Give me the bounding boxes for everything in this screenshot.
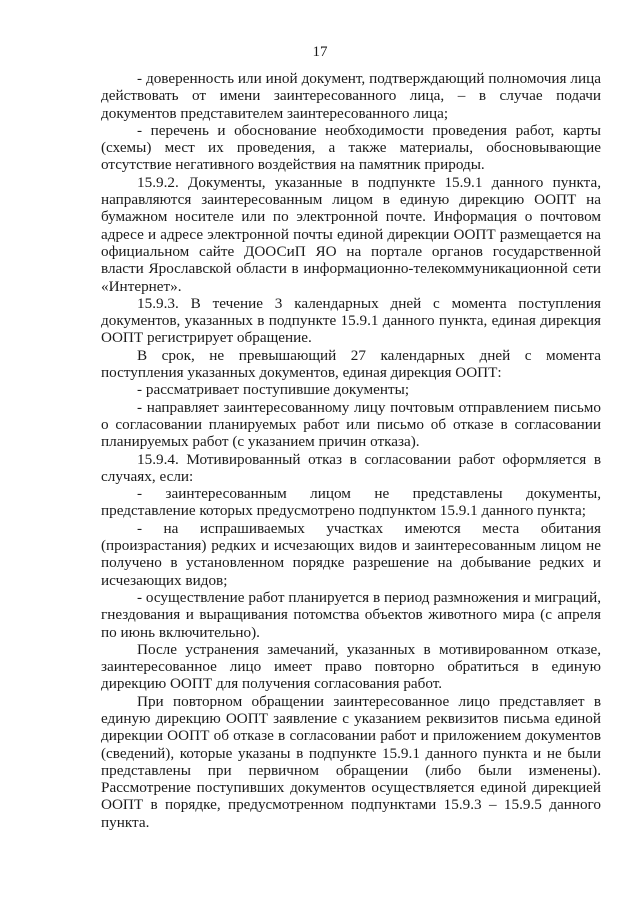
- page-number: 17: [312, 44, 328, 60]
- paragraph-works-list: - перечень и обоснование необходимости проведения работ, карты (схемы) мест их проведения, а также материалы, обосновывающие отсутствие негативного воздействия на памятник природы.: [101, 121, 601, 174]
- document-body: [101, 70, 601, 831]
- paragraph-power-of-attorney: - доверенность или иной документ, подтверждающий полномочия лица действовать от имени заинтересованного лица, – в случае подачи документов представителем заинтересованного лица;: [101, 70, 601, 122]
- paragraph-15-9-2: 15.9.2. Документы, указанные в подпункте 15.9.1 данного пункта, направляются заинтересованным лицом в единую дирекцию ООПТ на бумажном носителе или по электронной почте. Информация о почтовом адресе и адресе электронной почты единой дирекции ООПТ размещается на официальном сайте ДООСиП ЯО на портале органов государственной власти Ярославской области в информационно-телекоммуникационной сети «Интернет».: [101, 173, 601, 295]
- paragraph-reviews-documents: - рассматривает поступившие документы;: [137, 381, 410, 399]
- paragraph-after-correction: После устранения замечаний, указанных в мотивированном отказе, заинтересованное лицо имеет право повторно обратиться в единую дирекцию ООПТ для получения согласования работ.: [101, 640, 601, 693]
- paragraph-rare-species: - на испрашиваемых участках имеются места обитания (произрастания) редких и исчезающих видов и заинтересованным лицом не получено в установленном порядке разрешение на добывание редких и исчезающих видов;: [101, 519, 601, 589]
- paragraph-15-9-4: 15.9.4. Мотивированный отказ в согласовании работ оформляется в случаях, если:: [101, 450, 601, 485]
- paragraph-breeding-period: - осуществление работ планируется в период размножения и миграций, гнездования и выращивания потомства объектов животного мира (с апреля по июнь включительно).: [101, 588, 601, 641]
- paragraph-repeated-request: При повторном обращении заинтересованное лицо представляет в единую дирекцию ООПТ заявление с указанием реквизитов письма единой дирекции ООПТ об отказе в согласовании работ и приложением документов (сведений), которые указаны в подпункте 15.9.1 данного пункта и не были представлены при первичном обращении (либо были изменены). Рассмотрение поступивших документов осуществляется единой дирекцией ООПТ в порядке, предусмотренном подпунктами 15.9.3 – 15.9.5 данного пункта.: [101, 692, 601, 831]
- paragraph-review-term: В срок, не превышающий 27 календарных дней с момента поступления указанных документов, единая дирекция ООПТ:: [101, 346, 601, 382]
- paragraph-sends-letter: - направляет заинтересованному лицу почтовым отправлением письмо о согласовании планируемых работ или письмо об отказе в согласовании планируемых работ (с указанием причин отказа).: [101, 398, 601, 451]
- paragraph-15-9-3: 15.9.3. В течение 3 календарных дней с момента поступления документов, указанных в подпункте 15.9.1 данного пункта, единая дирекция ООПТ регистрирует обращение.: [101, 294, 601, 347]
- paragraph-documents-missing: - заинтересованным лицом не представлены документы, представление которых предусмотрено подпунктом 15.9.1 данного пункта;: [101, 485, 601, 520]
